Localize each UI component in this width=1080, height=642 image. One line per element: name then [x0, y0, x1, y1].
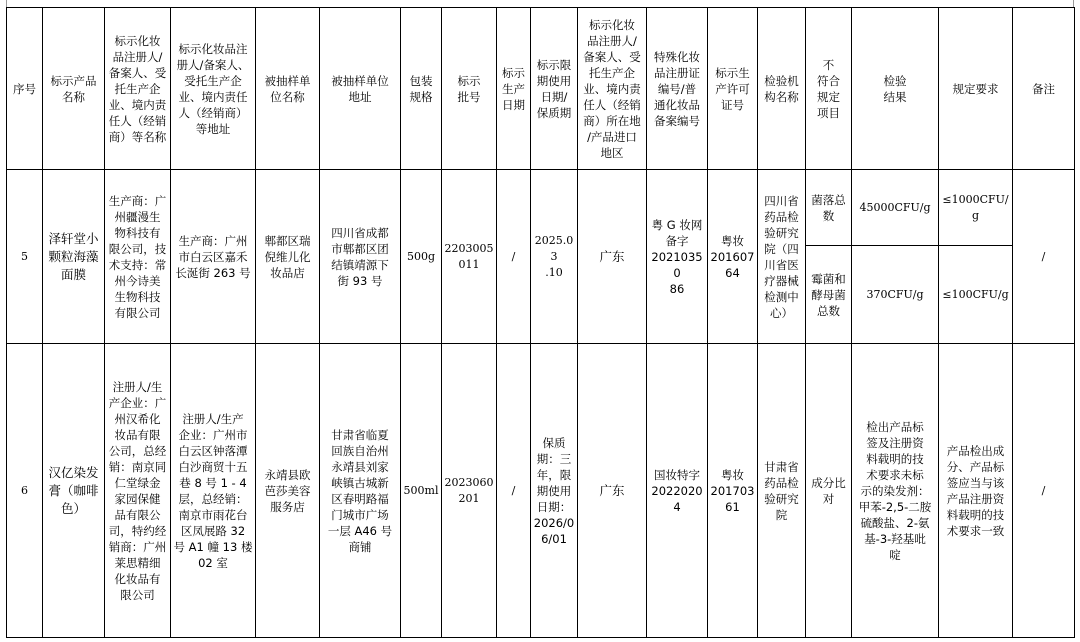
row5-product-name: 泽轩堂小 颗粒海藻 面膜	[43, 170, 105, 344]
table-row	[7, 170, 1075, 246]
row6-origin: 广东	[578, 344, 647, 638]
header-requirement: 规定要求	[939, 8, 1013, 170]
row5-item1-nonconforming: 菌落总 数	[806, 170, 852, 246]
header-package-spec: 包装 规格	[401, 8, 442, 170]
header-remark: 备注	[1013, 8, 1075, 170]
row6-remark: /	[1013, 344, 1075, 638]
row5-expiry: 2025.03 .10	[531, 170, 578, 344]
row5-package-spec: 500g	[401, 170, 442, 344]
header-seq: 序号	[7, 8, 43, 170]
row6-item1-requirement: 产品检出成 分、产品标 签应当与该 产品注册资 料载明的技 术要求一致	[939, 344, 1013, 638]
header-special-reg-no: 特殊化妆 品注册证 编号/普 通化妆品 备案编号	[647, 8, 708, 170]
row5-item2-result: 370CFU/g	[852, 246, 939, 344]
row5-origin: 广东	[578, 170, 647, 344]
header-registrant-address: 标示化妆品注 册人/备案人、 受托生产企 业、境内责任 人（经销商） 等地址	[171, 8, 256, 170]
row5-registrant-name: 生产商：广 州疆漫生 物科技有 限公司，技 术支持：常 州今诗美 生物科技 有限公司	[105, 170, 171, 344]
header-lab-name: 检验机 构名称	[758, 8, 806, 170]
row5-registrant-address: 生产商：广州 市白云区嘉禾 长涎街 263 号	[171, 170, 256, 344]
header-test-result: 检验 结果	[852, 8, 939, 170]
row5-item2-requirement: ≤100CFU/g	[939, 246, 1013, 344]
row5-sampled-unit-address: 四川省成都 市郫都区团 结镇靖源下 街 93 号	[320, 170, 401, 344]
row5-special-reg-no: 粤 G 妆网 备字 20210350 86	[647, 170, 708, 344]
row5-item2-nonconforming: 霉菌和 酵母菌 总数	[806, 246, 852, 344]
row6-registrant-name: 注册人/生 产企业：广 州汉希化 妆品有限 公司，总经 销：南京同 仁堂绿金 家园保健 品有限公 司，特约经 销商：广州 莱思精细 化妆品有 限公司	[105, 344, 171, 638]
row6-sampled-unit-name: 永靖县欧 芭莎美容 服务店	[256, 344, 320, 638]
row5-remark: /	[1013, 170, 1075, 344]
header-origin: 标示化妆 品注册人/ 备案人、受 托生产企 业、境内责 任人（经销 商）所在地 /产品进口 地区	[578, 8, 647, 170]
row5-item1-result: 45000CFU/g	[852, 170, 939, 246]
right-corner-mark	[1073, 0, 1074, 7]
header-nonconforming-item: 不 符合 规定 项目	[806, 8, 852, 170]
header-batch-no: 标示 批号	[442, 8, 497, 170]
row5-license-no: 粤妆 201607 64	[708, 170, 758, 344]
row5-production-date: /	[497, 170, 531, 344]
row5-batch-no: 2203005 011	[442, 170, 497, 344]
row6-production-date: /	[497, 344, 531, 638]
header-registrant-name: 标示化妆 品注册人/ 备案人、受 托生产企 业、境内责 任人（经销 商）等名称	[105, 8, 171, 170]
row5-sampled-unit-name: 郫都区瑞 倪维儿化 妆品店	[256, 170, 320, 344]
inspection-results-table	[6, 7, 1075, 638]
row6-item1-result: 检出产品标 签及注册资 料载明的技 术要求未标 示的染发剂： 甲苯-2,5-二胺 硫酸盐、2-氨 基-3-羟基吡 啶	[852, 344, 939, 638]
table-row	[7, 344, 1075, 638]
row5-seq: 5	[7, 170, 43, 344]
row6-special-reg-no: 国妆特字 20220204	[647, 344, 708, 638]
row6-package-spec: 500ml	[401, 344, 442, 638]
row6-seq: 6	[7, 344, 43, 638]
header-sampled-unit-name: 被抽样单 位名称	[256, 8, 320, 170]
header-expiry: 标示限 期使用 日期/ 保质期	[531, 8, 578, 170]
table-header-row	[7, 8, 1075, 170]
header-production-date: 标示 生产 日期	[497, 8, 531, 170]
row6-sampled-unit-address: 甘肃省临夏 回族自治州 永靖县刘家 峡镇古城新 区春明路福 门城市广场 一层 A46 号 商铺	[320, 344, 401, 638]
row6-expiry: 保质 期：三 年，限 期使用 日期： 2026/0 6/01	[531, 344, 578, 638]
row6-lab-name: 甘肃省 药品检 验研究 院	[758, 344, 806, 638]
row6-batch-no: 2023060 201	[442, 344, 497, 638]
row6-product-name: 汉亿染发 膏（咖啡 色）	[43, 344, 105, 638]
left-corner-mark	[6, 0, 7, 7]
header-product-name: 标示产品 名称	[43, 8, 105, 170]
row6-license-no: 粤妆 201703 61	[708, 344, 758, 638]
row5-item1-requirement: ≤1000CFU/g	[939, 170, 1013, 246]
row6-registrant-address: 注册人/生产 企业：广州市 白云区钟落潭 白沙商贸十五 巷 8 号 1 - 4 层，总经销： 南京市雨花台 区凤展路 32 号 A1 幢 13 楼 02 室	[171, 344, 256, 638]
row5-lab-name: 四川省 药品检 验研究 院（四 川省医 疗器械 检测中 心）	[758, 170, 806, 344]
header-license-no: 标示生 产许可 证号	[708, 8, 758, 170]
row6-item1-nonconforming: 成分比 对	[806, 344, 852, 638]
header-sampled-unit-address: 被抽样单位 地址	[320, 8, 401, 170]
